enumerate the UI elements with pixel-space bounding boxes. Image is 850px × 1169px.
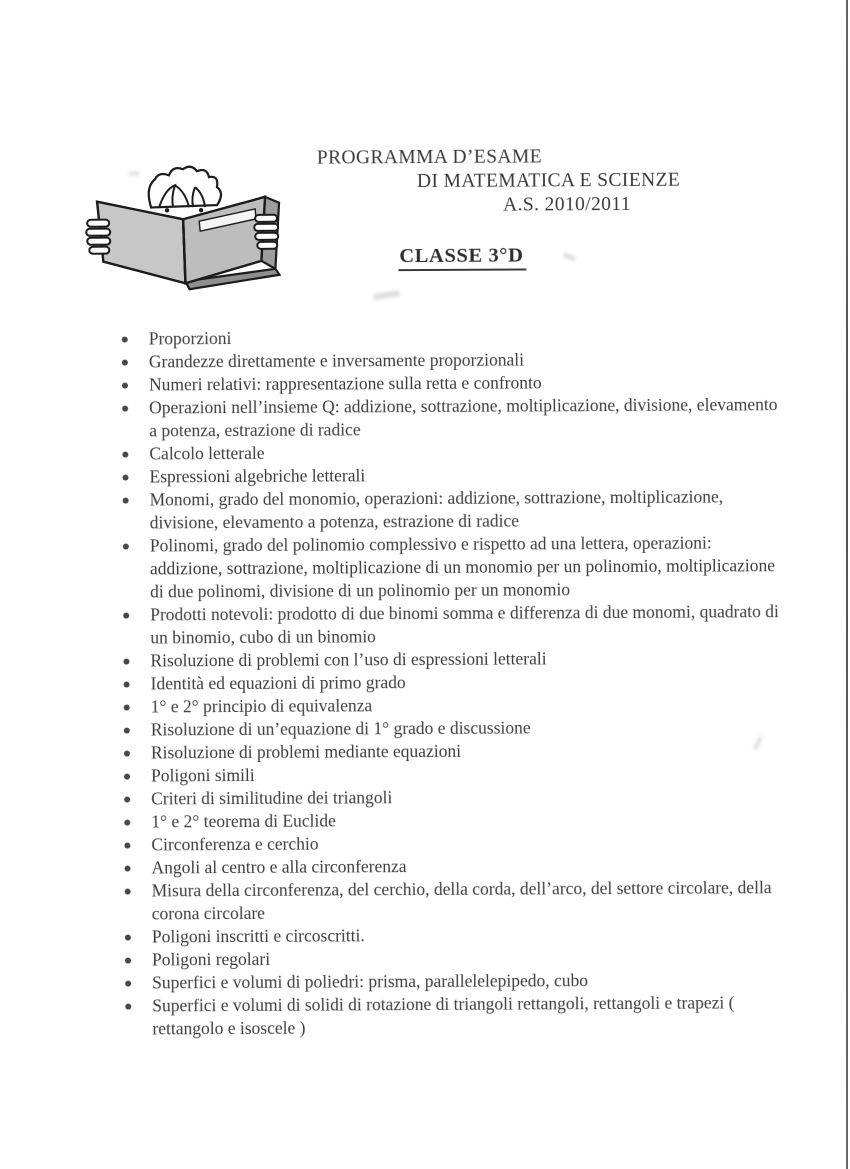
bullet-icon: [123, 498, 129, 504]
topic-text: Criteri di similitudine dei triangoli: [151, 787, 393, 809]
topic-text: 1° e 2° teorema di Euclide: [151, 810, 336, 832]
bullet-icon: [122, 337, 128, 343]
scan-smudge: [373, 290, 400, 300]
topic-text: Identità ed equazioni di primo grado: [150, 672, 406, 694]
bullet-icon: [125, 958, 131, 964]
topic-list-item: [118, 324, 778, 350]
bullet-icon: [122, 406, 128, 412]
topic-text: Superfici e volumi di poliedri: prisma, parallelelepipedo, cubo: [152, 970, 589, 993]
topic-list-item: [118, 439, 778, 465]
bullet-icon: [124, 843, 130, 849]
bullet-icon: [122, 452, 128, 458]
topic-list-item: [121, 968, 781, 994]
topic-list-item: [118, 347, 778, 373]
document-title: [317, 145, 681, 219]
topic-text: Polinomi, grado del polinomio complessivo e rispetto ad una lettera, operazioni: addizione, sottrazione, moltiplicazione di un monomio per un polinomio, moltiplicazione di due polinomi, divisione di un polinomio per un monomio: [149, 532, 776, 602]
topic-list-item: [118, 462, 778, 488]
scan-smudge: [129, 172, 139, 176]
topic-list-item: [119, 531, 779, 603]
bullet-icon: [124, 797, 130, 803]
topic-text: Poligoni inscritti e circoscritti.: [151, 925, 365, 947]
bullet-icon: [123, 544, 129, 550]
topic-text: Espressioni algebriche letterali: [149, 465, 366, 487]
topic-text: Monomi, grado del monomio, operazioni: addizione, sottrazione, moltiplicazione, divisione, elevamento a potenza, estrazione di radice: [149, 486, 724, 533]
topic-text: Grandezze direttamente e inversamente proporzionali: [148, 349, 525, 372]
topic-list-item: [119, 646, 779, 672]
topic-list-item: [119, 600, 779, 649]
topic-text: Calcolo letterale: [149, 442, 265, 464]
topic-list-item: [118, 370, 778, 396]
topic-text: Prodotti notevoli: prodotto di due binomi somma e differenza di due monomi, quadrato di un binomio, cubo di un binomio: [150, 601, 779, 648]
bullet-icon: [125, 866, 131, 872]
bullet-icon: [125, 981, 131, 987]
topic-text: Risoluzione di un’equazione di 1° grado e discussione: [150, 717, 531, 740]
bullet-icon: [124, 728, 130, 734]
topic-text: Numeri relativi: rappresentazione sulla retta e confronto: [148, 372, 542, 395]
topic-list-item: [120, 830, 780, 856]
topic-list-item: [121, 945, 781, 971]
topic-text: Superfici e volumi di solidi di rotazione di triangoli rettangoli, rettangoli e trapezi ( rettangolo e isoscele ): [152, 992, 735, 1039]
topic-text: Risoluzione di problemi mediante equazioni: [150, 740, 462, 763]
topic-text: 1° e 2° principio di equivalenza: [150, 695, 373, 717]
bullet-icon: [123, 613, 129, 619]
topics-list: [118, 324, 782, 1040]
topic-text: Risoluzione di problemi con l’uso di espressioni letterali: [150, 648, 547, 671]
topic-list-item: [120, 715, 780, 741]
topic-list-item: [120, 784, 780, 810]
topic-list-item: [119, 485, 779, 534]
child-reading-book-icon: [79, 163, 294, 300]
class-heading: CLASSE 3°D: [398, 244, 526, 271]
topic-list-item: [120, 853, 780, 879]
topic-text: Proporzioni: [148, 328, 232, 349]
topic-list-item: [120, 669, 780, 695]
bullet-icon: [122, 475, 128, 481]
title-line-1: PROGRAMMA D’ESAME: [316, 146, 543, 169]
bullet-icon: [125, 889, 131, 895]
topic-list-item: [120, 738, 780, 764]
topic-list-item: [120, 807, 780, 833]
bullet-icon: [122, 360, 128, 366]
topic-list-item: [121, 922, 781, 948]
bullet-icon: [123, 659, 129, 665]
bullet-icon: [124, 705, 130, 711]
topic-list-item: [121, 876, 781, 925]
topic-text: Angoli al centro e alla circonferenza: [151, 856, 407, 878]
bullet-icon: [125, 935, 131, 941]
scan-smudge: [563, 252, 576, 261]
topic-list-item: [120, 692, 780, 718]
bullet-icon: [124, 820, 130, 826]
title-line-3: A.S. 2010/2011: [503, 193, 631, 216]
bullet-icon: [124, 682, 130, 688]
bullet-icon: [124, 774, 130, 780]
title-line-2: DI MATEMATICA E SCIENZE: [416, 169, 681, 193]
topic-text: Misura della circonferenza, del cerchio, della corda, dell’arco, del settore circolare, della corona circolare: [151, 877, 772, 924]
topic-list-item: [121, 991, 781, 1040]
bullet-icon: [125, 1004, 131, 1010]
bullet-icon: [122, 383, 128, 389]
topic-list-item: [118, 393, 778, 442]
topic-text: Poligoni regolari: [151, 948, 271, 970]
bullet-icon: [124, 751, 130, 757]
topic-text: Circonferenza e cerchio: [151, 833, 319, 855]
topic-list-item: [120, 761, 780, 787]
topic-text: Operazioni nell’insieme Q: addizione, sottrazione, moltiplicazione, divisione, elevamento a potenza, estrazione di radice: [149, 394, 778, 441]
topic-text: Poligoni simili: [151, 764, 255, 786]
